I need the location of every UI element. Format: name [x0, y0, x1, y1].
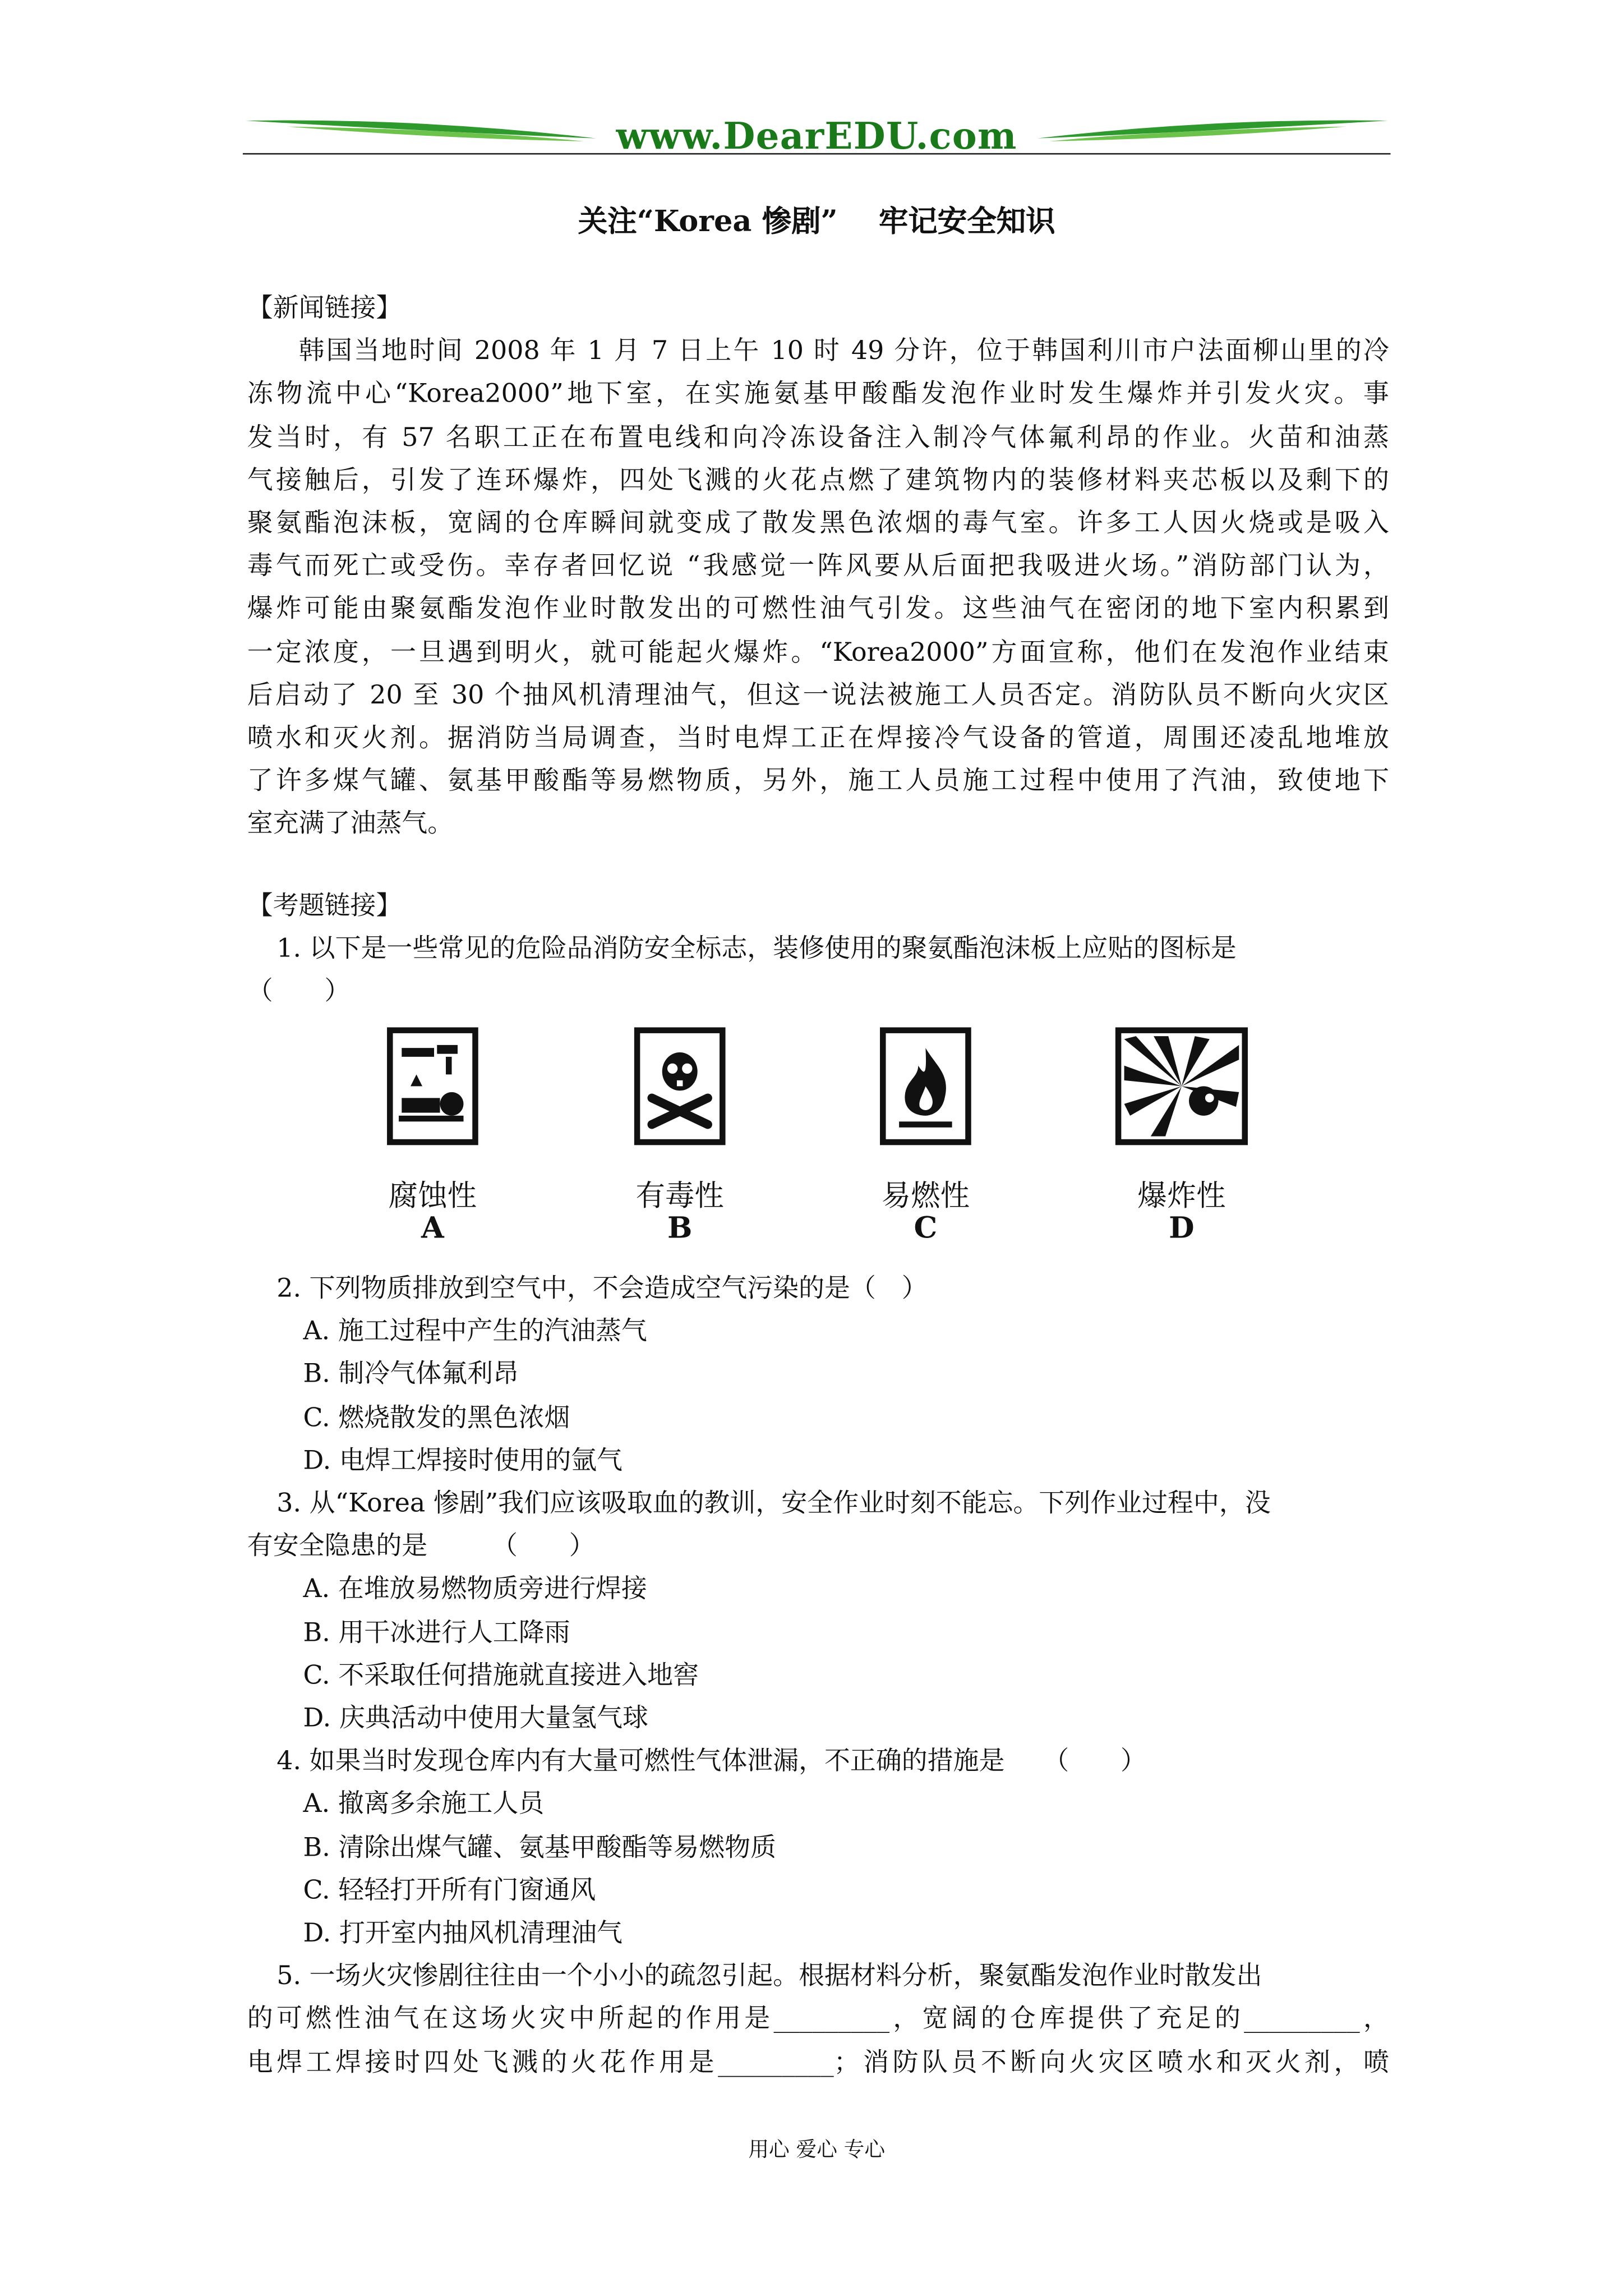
sign-label-c: 易燃性	[881, 1177, 970, 1213]
news-section	[247, 288, 1389, 847]
news-line: 室充满了油蒸气。	[247, 810, 454, 840]
explosion-icon	[1121, 1033, 1242, 1139]
question-3-line-2: 有安全隐患的是 （ ）	[247, 1532, 595, 1562]
news-heading: 【新闻链接】	[247, 294, 402, 324]
question-5-line-3: 电焊工焊接时四处飞溅的火花作用是_________；消防队员不断向火灾区喷水和灭火剂，喷	[247, 2048, 1389, 2078]
question-2-option-a: A. 施工过程中产生的汽油蒸气	[303, 1317, 647, 1347]
news-line: 毒气而死亡或受伤。幸存者回忆说 “我感觉一阵风要从后面把我吸进火场。”消防部门认为，	[247, 552, 1389, 582]
question-4-option-c: C. 轻轻打开所有门窗通风	[303, 1876, 596, 1906]
news-line: 喷水和灭火剂。据消防当局调查，当时电焊工正在焊接冷气设备的管道，周围还凌乱地堆放	[247, 724, 1389, 754]
news-line: 后启动了 20 至 30 个抽风机清理油气，但这一说法被施工人员否定。消防队员不断向火灾区	[247, 681, 1389, 711]
news-line: 气接触后，引发了连环爆炸，四处飞溅的火花点燃了建筑物内的装修材料夹芯板以及剩下的	[247, 466, 1389, 496]
question-3-option-c: C. 不采取任何措施就直接进入地窖	[303, 1661, 699, 1691]
question-2-stem: 2. 下列物质排放到空气中，不会造成空气污染的是（ ）	[276, 1274, 928, 1304]
news-line: 聚氨酯泡沫板，宽阔的仓库瞬间就变成了散发黑色浓烟的毒气室。许多工人因火烧或是吸入	[247, 509, 1389, 539]
site-header	[243, 109, 1391, 159]
question-4-option-b: B. 清除出煤气罐、氨基甲酸酯等易燃物质	[303, 1833, 777, 1863]
question-1-line-1: 1. 以下是一些常见的危险品消防安全标志，装修使用的聚氨酯泡沫板上应贴的图标是	[276, 935, 1237, 965]
news-line: 韩国当地时间 2008 年 1 月 7 日上午 10 时 49 分许，位于韩国利川市户法面柳山里的冷	[298, 337, 1389, 367]
sign-toxic	[630, 1027, 777, 1245]
question-4-option-a: A. 撤离多余施工人员	[303, 1790, 545, 1820]
sign-label-d: 爆炸性	[1137, 1177, 1226, 1213]
hazard-signs	[382, 1020, 1265, 1255]
sign-label-b: 有毒性	[635, 1177, 724, 1213]
sign-letter-c: C	[914, 1209, 938, 1245]
exam-section	[247, 886, 1389, 1015]
news-paragraph	[247, 332, 1389, 847]
sign-letter-b: B	[667, 1209, 693, 1245]
news-line: 爆炸可能由聚氨酯发泡作业时散发出的可燃性油气引发。这些油气在密闭的地下室内积累到	[247, 595, 1389, 625]
question-5-line-1: 5. 一场火灾惨剧往往由一个小小的疏忽引起。根据材料分析，聚氨酯发泡作业时散发出	[276, 1962, 1262, 1992]
page-title: 关注“Korea 惨剧” 牢记安全知识	[578, 203, 1055, 239]
exam-heading: 【考题链接】	[247, 892, 402, 922]
news-line: 发当时，有 57 名职工正在布置电线和向冷冻设备注入制冷气体氟利昂的作业。火苗和油蒸	[247, 423, 1389, 453]
question-1-line-2: （ ）	[247, 978, 351, 1007]
news-line: 冻物流中心“Korea2000”地下室，在实施氨基甲酸酯发泡作业时发生爆炸并引发火灾。事	[247, 380, 1389, 410]
sign-label-a: 腐蚀性	[388, 1177, 477, 1213]
skull-crossbones-icon	[640, 1033, 720, 1139]
question-4-stem: 4. 如果当时发现仓库内有大量可燃性气体泄漏，不正确的措施是 （ ）	[276, 1747, 1146, 1777]
flame-icon	[886, 1033, 966, 1139]
sign-corrosive	[382, 1027, 529, 1245]
question-4-option-d: D. 打开室内抽风机清理油气	[303, 1919, 623, 1949]
question-3-option-a: A. 在堆放易燃物质旁进行焊接	[303, 1575, 647, 1605]
header-divider	[243, 153, 1391, 155]
question-2-option-b: B. 制冷气体氟利昂	[303, 1360, 519, 1390]
question-3-option-b: B. 用干冰进行人工降雨	[303, 1618, 570, 1648]
question-5-line-2: 的可燃性油气在这场火灾中所起的作用是_________，宽阔的仓库提供了充足的_________，	[247, 2005, 1389, 2035]
sign-letter-d: D	[1169, 1209, 1195, 1245]
questions-2-to-5	[247, 1269, 1389, 2086]
sign-flammable	[875, 1027, 1022, 1245]
page-footer: 用心 爱心 专心	[748, 2138, 886, 2162]
sign-letter-a: A	[421, 1209, 444, 1245]
question-3-line-1: 3. 从“Korea 惨剧”我们应该吸取血的教训，安全作业时刻不能忘。下列作业过程中，没	[276, 1489, 1271, 1519]
corrosive-icon	[393, 1033, 473, 1139]
news-line: 了许多煤气罐、氨基甲酸酯等易燃物质，另外，施工人员施工过程中使用了汽油，致使地下	[247, 767, 1389, 797]
sign-explosive	[1111, 1027, 1258, 1245]
question-3-option-d: D. 庆典活动中使用大量氢气球	[303, 1704, 648, 1734]
question-2-option-d: D. 电焊工焊接时使用的氩气	[303, 1446, 623, 1476]
news-line: 一定浓度，一旦遇到明火，就可能起火爆炸。“Korea2000”方面宣称，他们在发泡作业结束	[247, 638, 1389, 668]
question-2-option-c: C. 燃烧散发的黑色浓烟	[303, 1404, 570, 1433]
site-logo-text[interactable]: www.DearEDU.com	[616, 114, 1017, 158]
